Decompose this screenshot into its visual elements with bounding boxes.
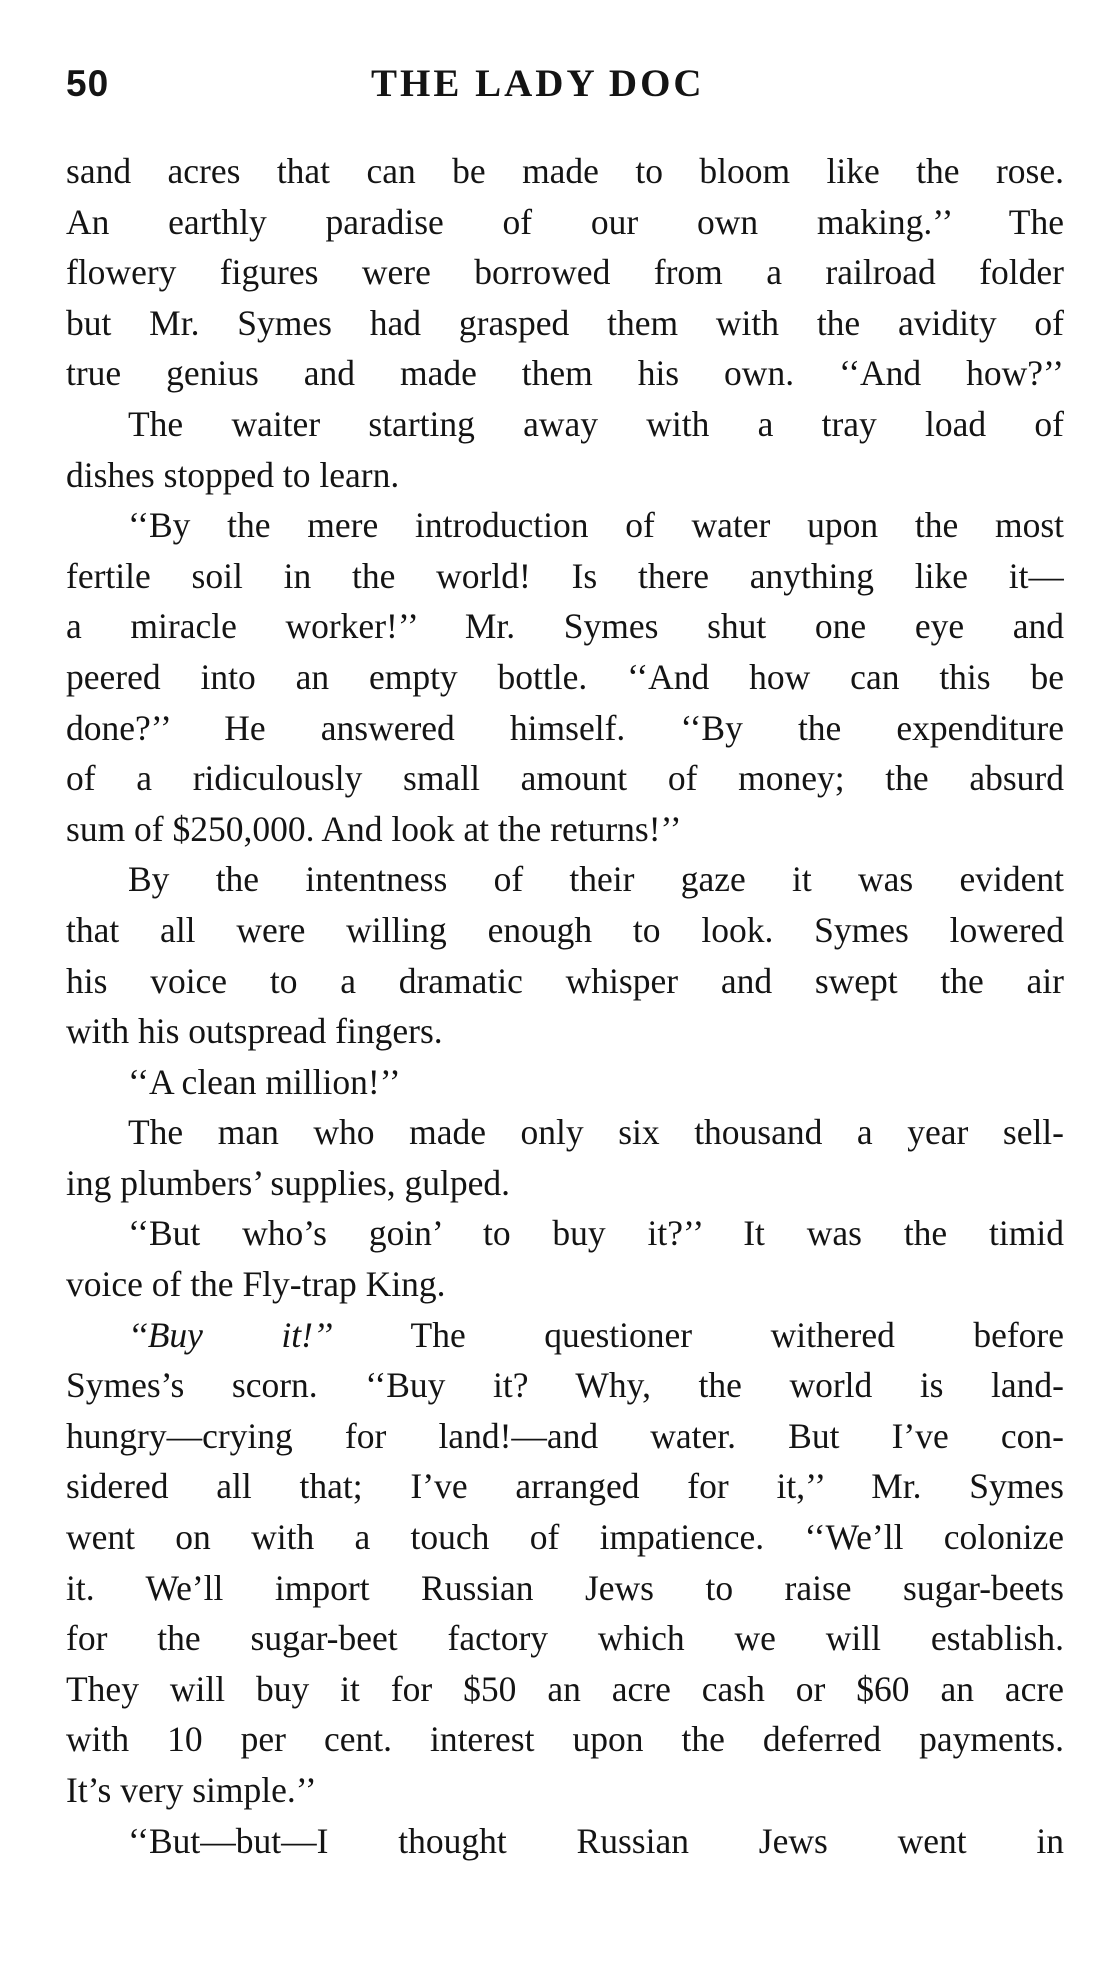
text-line: It’s very simple.’’ xyxy=(66,1770,317,1810)
text-line: peered into an empty bottle. ‘‘And how can this be xyxy=(66,656,1064,697)
text-line: with 10 per cent. interest upon the deferred payments. xyxy=(66,1719,1064,1760)
text-line: The man who made only six thousand a year sell- xyxy=(128,1112,1064,1153)
text-line: true genius and made them his own. ‘‘And how?’’ xyxy=(66,353,1064,394)
text-line: An earthly paradise of our own making.’’ The xyxy=(66,201,1064,242)
text-line: of a ridiculously small amount of money; the absurd xyxy=(66,758,1064,799)
text-line: ‘‘But—but—I thought Russian Jews went in xyxy=(128,1820,1064,1861)
text-line: voice of the Fly-trap King. xyxy=(66,1264,446,1305)
text-line: They will buy it for $50 an acre cash or $60 an acre xyxy=(66,1668,1064,1709)
text-line: ‘‘But who’s goin’ to buy it?’’ It was the timid xyxy=(128,1213,1064,1254)
text-line: but Mr. Symes had grasped them with the avidity of xyxy=(66,302,1064,343)
text-line: flowery figures were borrowed from a railroad folder xyxy=(66,252,1064,293)
text-line: went on with a touch of impatience. ‘‘We’ll colonize xyxy=(66,1517,1064,1558)
text-line: fertile soil in the world! Is there anything like it— xyxy=(66,555,1064,596)
italic-phrase: ‘‘Buy it!’’ xyxy=(128,1314,333,1355)
text-line: Symes’s scorn. ‘‘Buy it? Why, the world is land- xyxy=(66,1365,1064,1406)
page-number: 50 xyxy=(66,63,110,104)
text-line: The waiter starting away with a tray load of xyxy=(128,403,1064,444)
text-line: hungry—crying for land!—and water. But I’ve con- xyxy=(66,1415,1064,1456)
text-line: ing plumbers’ supplies, gulped. xyxy=(66,1162,511,1203)
text-line: it. We’ll import Russian Jews to raise sugar-beets xyxy=(66,1567,1064,1608)
book-title: THE LADY DOC xyxy=(371,62,705,105)
text-line: a miracle worker!’’ Mr. Symes shut one eye and xyxy=(66,606,1064,647)
text-line: that all were willing enough to look. Symes lowered xyxy=(66,909,1064,950)
text-line: sum of $250,000. And look at the returns!’’ xyxy=(66,808,682,849)
text-line xyxy=(66,1310,1064,1361)
text-line: By the intentness of their gaze it was evident xyxy=(128,859,1064,900)
text-line: his voice to a dramatic whisper and swept the air xyxy=(66,960,1064,1001)
text-line: for the sugar-beet factory which we will establish. xyxy=(66,1618,1064,1659)
running-head xyxy=(66,58,1064,110)
text-line: ‘‘A clean million!’’ xyxy=(128,1061,401,1102)
text-line: sand acres that can be made to bloom like the rose. xyxy=(66,151,1064,191)
line-text: The questioner withered before xyxy=(332,1314,1064,1355)
text-line: ‘‘By the mere introduction of water upon the most xyxy=(128,505,1064,546)
text-line: with his outspread fingers. xyxy=(66,1011,443,1052)
text-line: done?’’ He answered himself. ‘‘By the expenditure xyxy=(66,707,1064,748)
text-line: sidered all that; I’ve arranged for it,’’ Mr. Symes xyxy=(66,1466,1064,1507)
text-line: dishes stopped to learn. xyxy=(66,454,400,495)
body-text xyxy=(66,146,1064,1866)
